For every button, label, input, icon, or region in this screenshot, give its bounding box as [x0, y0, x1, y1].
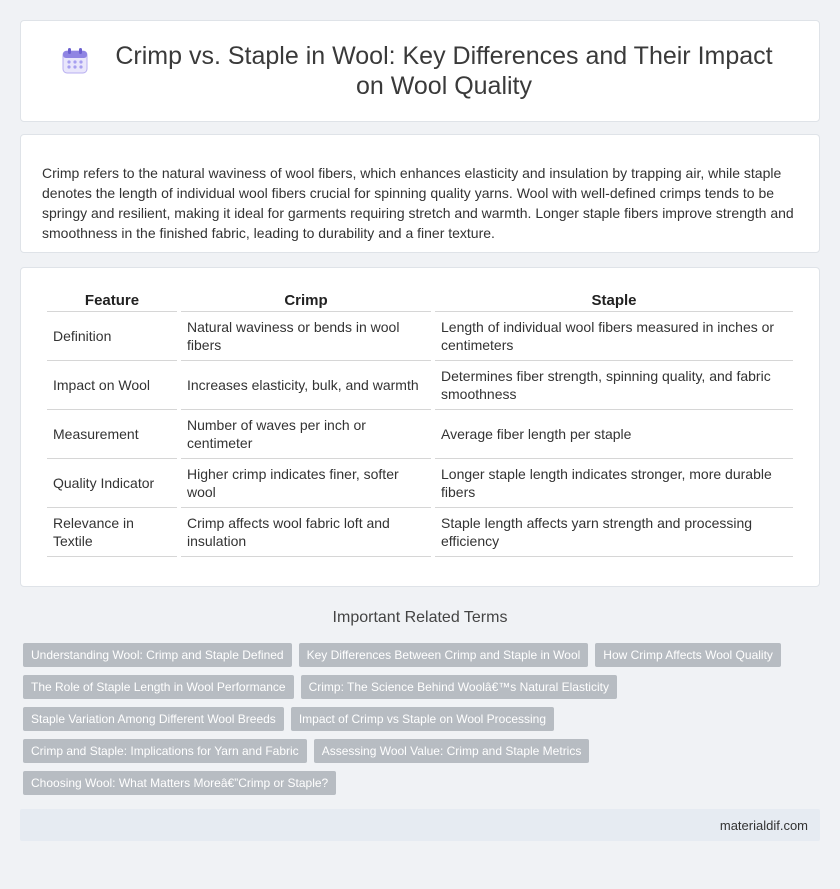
header-crimp: Crimp [181, 282, 431, 312]
related-tag[interactable]: Staple Variation Among Different Wool Breeds [23, 707, 284, 731]
cell-feature: Measurement [47, 410, 177, 459]
related-tag[interactable]: Crimp: The Science Behind Woolâ€™s Natural Elasticity [301, 675, 617, 699]
cell-crimp: Crimp affects wool fabric loft and insulation [181, 508, 431, 557]
related-tag[interactable]: Assessing Wool Value: Crimp and Staple Metrics [314, 739, 590, 763]
header-card [20, 20, 820, 122]
cell-crimp: Increases elasticity, bulk, and warmth [181, 361, 431, 410]
cell-feature: Definition [47, 312, 177, 361]
calendar-icon [61, 47, 89, 75]
header-staple: Staple [435, 282, 793, 312]
intro-card [20, 134, 820, 253]
related-tag[interactable]: Understanding Wool: Crimp and Staple Defined [23, 643, 292, 667]
comparison-table-card [20, 267, 820, 587]
related-terms-title: Important Related Terms [332, 609, 508, 626]
cell-crimp: Natural waviness or bends in wool fibers [181, 312, 431, 361]
intro-paragraph: Crimp refers to the natural waviness of wool fibers, which enhances elasticity and insulation by trapping air, while staple denotes the length of individual wool fibers crucial for spinning quality yarns. Wool with well-defined crimps tends to be springy and resilient, making it ideal for garments requiring stretch and warmth. Longer staple fibers improve strength and smoothness in the finished fabric, leading to durability and a finer texture. [42, 165, 794, 241]
cell-crimp: Higher crimp indicates finer, softer wool [181, 459, 431, 508]
footer-site-link[interactable]: materialdif.com [719, 817, 808, 833]
cell-feature: Quality Indicator [47, 459, 177, 508]
cell-feature: Impact on Wool [47, 361, 177, 410]
footer [20, 809, 820, 841]
related-tag[interactable]: Crimp and Staple: Implications for Yarn and Fabric [23, 739, 307, 763]
cell-staple: Length of individual wool fibers measured in inches or centimeters [435, 312, 793, 361]
table-row [47, 508, 793, 557]
related-tag[interactable]: Choosing Wool: What Matters Moreâ€”Crimp or Staple? [23, 771, 336, 795]
related-tag[interactable]: Key Differences Between Crimp and Staple in Wool [299, 643, 589, 667]
table-row [47, 459, 793, 508]
related-tags [0, 629, 840, 803]
cell-staple: Staple length affects yarn strength and processing efficiency [435, 508, 793, 557]
related-tag[interactable]: Impact of Crimp vs Staple on Wool Processing [291, 707, 554, 731]
comparison-table [43, 282, 797, 557]
cell-feature: Relevance in Textile [47, 508, 177, 557]
title-wrap [61, 41, 779, 101]
page-title: Crimp vs. Staple in Wool: Key Differences and Their Impact on Wool Quality [115, 42, 773, 100]
header-feature: Feature [47, 282, 177, 312]
table-row [47, 312, 793, 361]
related-tag[interactable]: The Role of Staple Length in Wool Performance [23, 675, 294, 699]
cell-staple: Determines fiber strength, spinning quality, and fabric smoothness [435, 361, 793, 410]
related-tag[interactable]: How Crimp Affects Wool Quality [595, 643, 781, 667]
cell-staple: Longer staple length indicates stronger, more durable fibers [435, 459, 793, 508]
cell-staple: Average fiber length per staple [435, 410, 793, 459]
table-row [47, 410, 793, 459]
cell-crimp: Number of waves per inch or centimeter [181, 410, 431, 459]
table-row [47, 361, 793, 410]
table-header-row [47, 282, 793, 312]
